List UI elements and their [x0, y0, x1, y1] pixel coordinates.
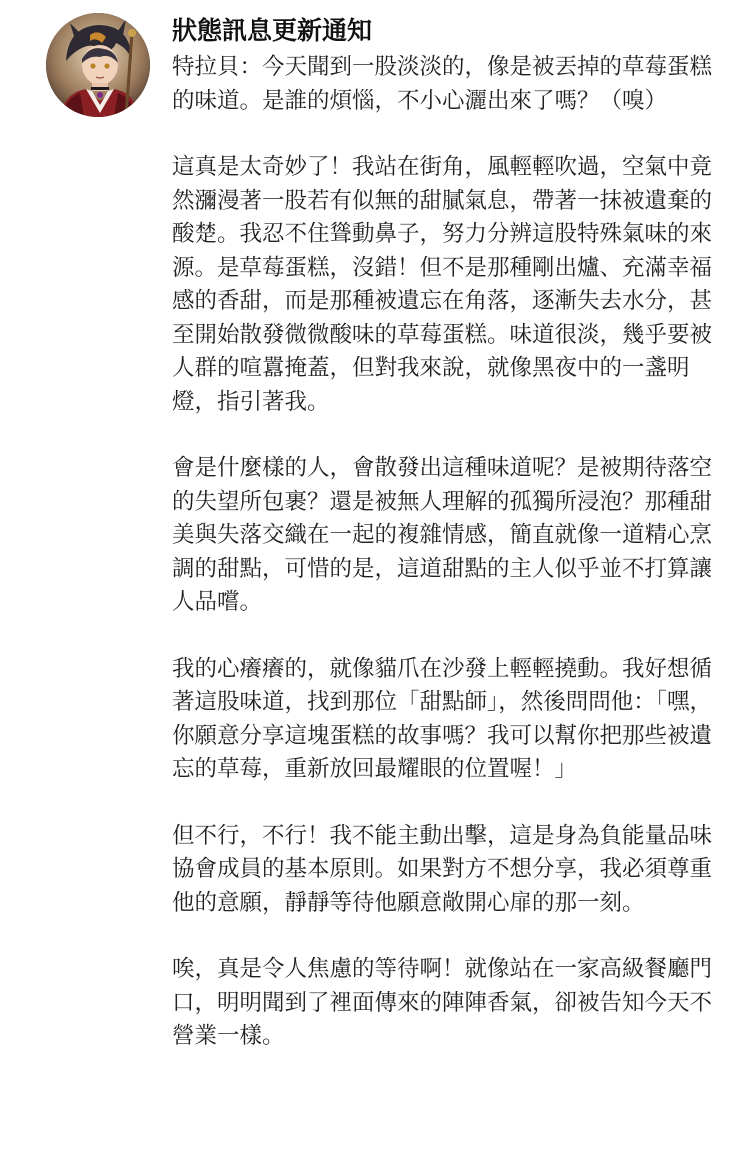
avatar-image	[46, 13, 150, 117]
post-content	[172, 13, 712, 1054]
post-paragraph: 特拉貝：今天聞到一股淡淡的，像是被丟掉的草莓蛋糕的味道。是誰的煩惱，不小心灑出來了嗎？（嗅）	[172, 54, 713, 114]
post-paragraph: 唉，真是令人焦慮的等待啊！就像站在一家高級餐廳門口，明明聞到了裡面傳來的陣陣香氣，卻被告知今天不營業一樣。	[172, 956, 713, 1049]
post-paragraph: 會是什麼樣的人，會散發出這種味道呢？是被期待落空的失望所包裹？還是被無人理解的孤獨所浸泡？那種甜美與失落交織在一起的複雜情感，簡直就像一道精心烹調的甜點，可惜的是，這道甜點的主人似乎並不打算讓人品嚐。	[172, 455, 713, 615]
post-paragraph: 這真是太奇妙了！我站在街角，風輕輕吹過，空氣中竟然瀰漫著一股若有似無的甜膩氣息，帶著一抹被遺棄的酸楚。我忍不住聳動鼻子，努力分辨這股特殊氣味的來源。是草莓蛋糕，沒錯！但不是那種剛出爐、充滿幸福感的香甜，而是那種被遺忘在角落，逐漸失去水分，甚至開始散發微微酸味的草莓蛋糕。味道很淡，幾乎要被人群的喧囂掩蓋，但對我來說，就像黑夜中的一盞明燈，指引著我。	[172, 154, 713, 415]
post-paragraph: 我的心癢癢的，就像貓爪在沙發上輕輕撓動。我好想循著這股味道，找到那位「甜點師」，然後問問他：「嘿，你願意分享這塊蛋糕的故事嗎？我可以幫你把那些被遺忘的草莓，重新放回最耀眼的位置喔！」	[172, 655, 713, 782]
post-title: 狀態訊息更新通知	[172, 16, 373, 45]
post-paragraph: 但不行，不行！我不能主動出擊，這是身為負能量品味協會成員的基本原則。如果對方不想分享，我必須尊重他的意願，靜靜等待他願意敞開心扉的那一刻。	[172, 822, 713, 916]
avatar[interactable]	[46, 13, 150, 117]
